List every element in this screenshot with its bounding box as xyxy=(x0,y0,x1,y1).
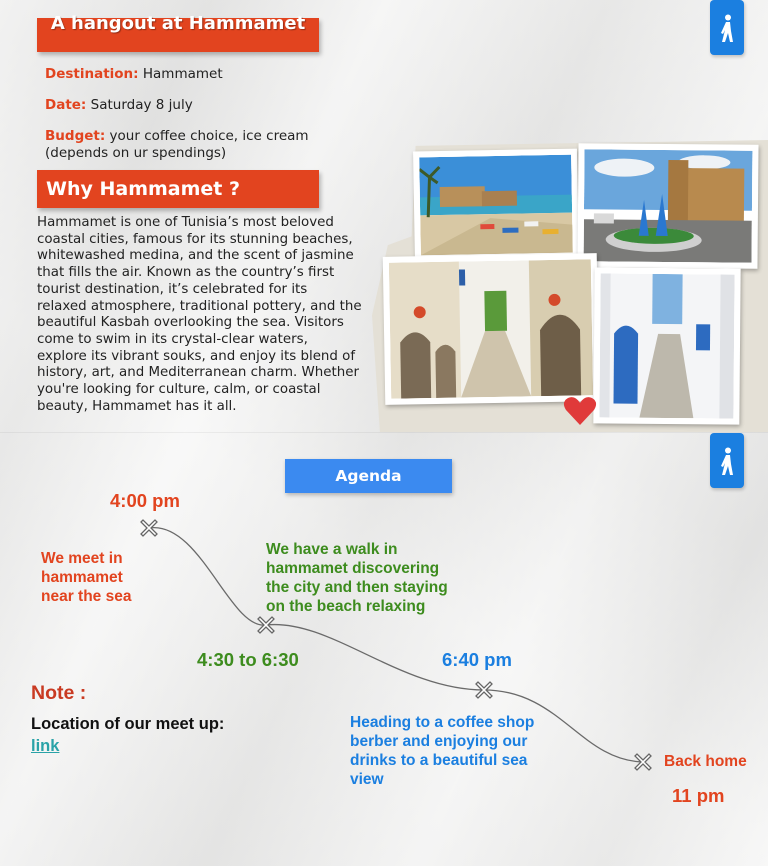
note-line: the city and then staying xyxy=(266,579,448,596)
budget-value-note: (depends on ur spendings) xyxy=(45,145,227,161)
note-back-home: Back home xyxy=(664,753,747,770)
note-title: Note : xyxy=(31,682,87,704)
destination-value: Hammamet xyxy=(142,66,223,82)
note-line: hammamet xyxy=(41,569,123,586)
desc-line: beautiful Kasbah overlooking the sea. Visitors xyxy=(37,315,344,331)
note-meet xyxy=(41,549,131,606)
note-line: Heading to a coffee shop xyxy=(350,714,535,731)
note-walk xyxy=(266,540,448,616)
time-start: 4:00 pm xyxy=(110,490,180,511)
meet-location-link[interactable]: link xyxy=(31,737,60,755)
page-title: A hangout at Hammamet xyxy=(50,13,306,34)
time-coffee: 6:40 pm xyxy=(442,649,512,670)
desc-line: relaxed atmosphere, traditional pottery, and the xyxy=(37,298,362,314)
note-line: We have a walk in xyxy=(266,541,398,558)
why-heading: Why Hammamet ? xyxy=(46,178,241,200)
note-coffee xyxy=(350,713,534,789)
note-line: on the beach relaxing xyxy=(266,598,426,615)
desc-line: Hammamet is one of Tunisia’s most beloved xyxy=(37,215,334,230)
note-line: berber and enjoying our xyxy=(350,733,528,750)
note-line: hammamet discovering xyxy=(266,560,440,577)
desc-line: coastal cities, famous for its stunning beaches, xyxy=(37,231,353,247)
desc-line: come to swim in its crystal-clear waters, xyxy=(37,331,308,347)
desc-line: beauty, Hammamet has it all. xyxy=(37,398,237,414)
budget-label: Budget: xyxy=(45,128,106,144)
time-end: 11 pm xyxy=(672,785,725,806)
desc-line: you're looking for culture, calm, or coastal xyxy=(37,382,321,398)
desc-line: history, art, and Mediterranean charm. Whether xyxy=(37,365,359,381)
time-walk: 4:30 to 6:30 xyxy=(197,649,299,670)
desc-line: whitewashed medina, and the scent of jasmine xyxy=(37,248,354,264)
meet-location-label: Location of our meet up: xyxy=(31,715,225,733)
date-label: Date: xyxy=(45,97,87,113)
budget-value: your coffee choice, ice cream xyxy=(109,128,309,144)
desc-line: tourist destination, it’s celebrated for its xyxy=(37,281,308,297)
agenda-label: Agenda xyxy=(335,467,402,485)
date-value: Saturday 8 july xyxy=(90,97,193,113)
note-line: drinks to a beautiful sea xyxy=(350,752,528,769)
desc-line: explore its vibrant souks, and enjoy its blend of xyxy=(37,348,356,364)
note-line: We meet in xyxy=(41,550,123,567)
note-line: view xyxy=(350,771,384,788)
destination-label: Destination: xyxy=(45,66,139,82)
desc-line: that fills the air. Known as the country’s first xyxy=(37,265,335,281)
note-line: near the sea xyxy=(41,588,132,605)
